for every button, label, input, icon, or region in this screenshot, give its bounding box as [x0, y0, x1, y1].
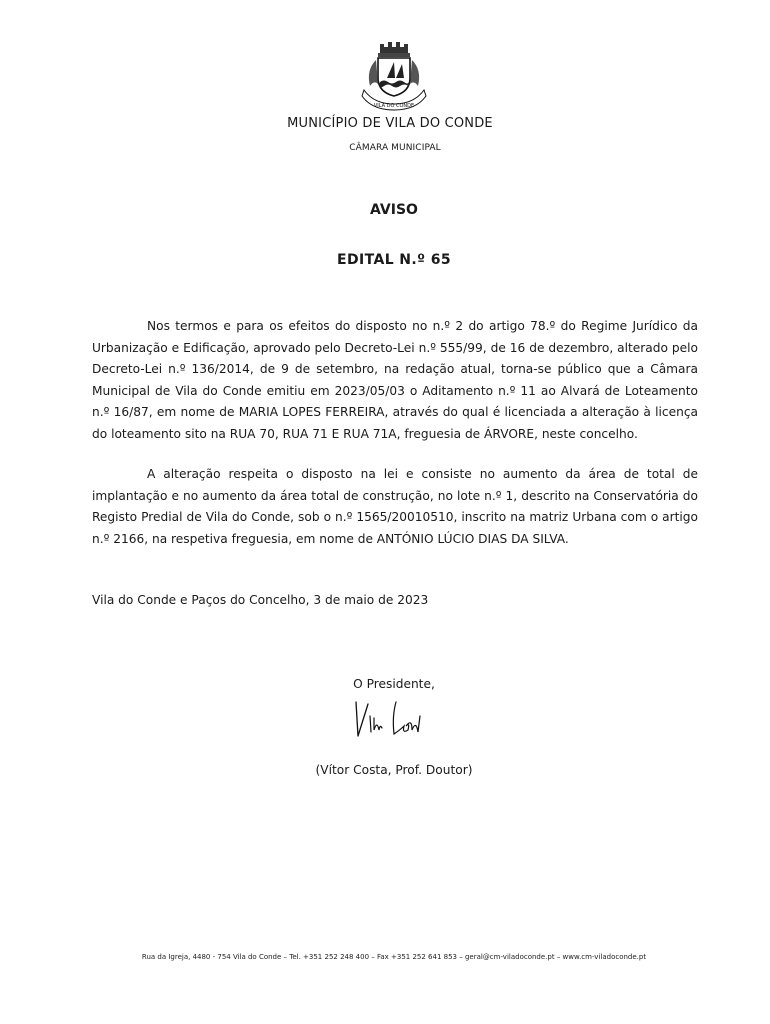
signer-name: (Vítor Costa, Prof. Doutor): [315, 763, 473, 777]
signature-title: O Presidente,: [353, 677, 435, 691]
municipal-crest-logo: [354, 40, 434, 112]
place-and-date: Vila do Conde e Paços do Concelho, 3 de maio de 2023: [92, 593, 429, 607]
council-name: CÂMARA MUNICIPAL: [349, 143, 441, 153]
edict-number: EDITAL N.º 65: [337, 252, 451, 268]
handwritten-signature: [346, 696, 426, 746]
body-paragraph-1: Nos termos e para os efeitos do disposto no n.º 2 do artigo 78.º do Regime Jurídico da Urbanização e Edificação, aprovado pelo Decreto-Lei n.º 555/99, de 16 de dezembro, alterado pelo Decreto-Lei n.º 136/2014, de 9 de setembro, na redação atual, torna-se público que a Câmara Municipal de Vila do Conde emitiu em 2023/05/03 o Aditamento n.º 11 ao Alvará de Loteamento n.º 16/87, em nome de MARIA LOPES FERREIRA, através do qual é licenciada a alteração à licença do loteamento sito na RUA 70, RUA 71 E RUA 71A, freguesia de ÁRVORE, neste concelho.: [92, 319, 698, 441]
notice-title: AVISO: [370, 202, 418, 218]
municipality-name: MUNICÍPIO DE VILA DO CONDE: [287, 116, 493, 131]
crest-motto: VILA DO CONDE: [373, 103, 415, 109]
footer-contact: Rua da Igreja, 4480 - 754 Vila do Conde – Tel. +351 252 248 400 – Fax +351 252 641 853 – geral@cm-viladoconde.pt – www.cm-viladoconde.pt: [141, 953, 647, 961]
body-paragraph-2: A alteração respeita o disposto na lei e consiste no aumento da área de total de implantação e no aumento da área total de construção, no lote n.º 1, descrito na Conservatória do Registo Predial de Vila do Conde, sob o n.º 1565/20010510, inscrito na matriz Urbana com o artigo n.º 2166, na respetiva freguesia, em nome de ANTÓNIO LÚCIO DIAS DA SILVA.: [92, 467, 698, 546]
